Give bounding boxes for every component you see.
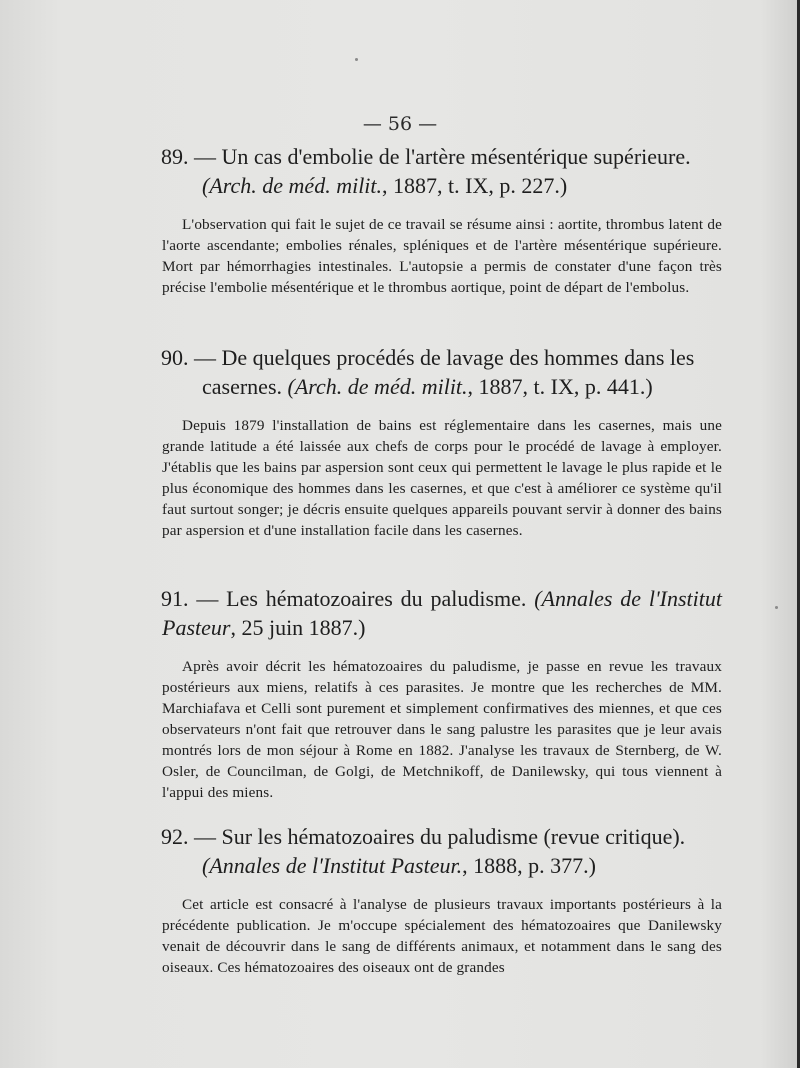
entry-reference [162, 372, 722, 401]
journal-name: (Annales de l'Institut Pasteur [162, 586, 722, 640]
entry-title [162, 142, 722, 200]
entry-90 [162, 343, 722, 556]
entry-title-text: Un cas d'embolie de l'artère mésentérique supérieure. [221, 144, 691, 169]
journal-name: (Arch. de méd. milit. [202, 173, 383, 198]
citation-details: , 1888, p. 377.) [462, 853, 596, 878]
journal-name: (Arch. de méd. milit. [287, 374, 468, 399]
entry-summary: Après avoir décrit les hématozoaires du paludisme, je passe en revue les travaux postérieurs aux miens, relatifs à ces parasites. Je montre que les recherches de MM. Marchiafava et Celli sont purement et simplement confirmatives des miennes, et que ces observateurs n'ont fait que retrouver dans le sang palustre les parasites que je leur avais montrés lors de mon séjour à Rome en 1882. J'analyse les travaux de Sternberg, de W. Osler, de Councilman, de Golgi, de Metchnikoff, de Danilewsky, qui tous viennent à l'appui des miens. [162, 658, 722, 801]
scan-speck [355, 58, 358, 61]
entry-number: 90. — [161, 345, 216, 370]
page-number: — 56 — [362, 113, 438, 135]
entry-91 [162, 584, 722, 818]
entry-title-text: Les hématozoaires du paludisme. [226, 586, 527, 611]
entry-89 [162, 142, 722, 313]
entry-number: 92. — [161, 824, 216, 849]
entry-reference [162, 851, 722, 880]
entry-title [162, 584, 722, 642]
entry-number: 89. — [161, 144, 216, 169]
entry-title [162, 822, 722, 880]
entry-summary: Depuis 1879 l'installation de bains est réglementaire dans les casernes, mais une grande latitude a été laissée aux chefs de corps pour le procédé de lavage à employer. J'établis que les bains par aspersion sont ceux qui permettent le lavage le plus rapide et le plus économique des hommes dans les casernes, et que c'est à améliorer ce système qu'il faut surtout songer; je décris ensuite quelques appareils pouvant servir à donner des bains par aspersion et d'une installation facile dans les casernes. [162, 417, 722, 539]
entry-title [162, 343, 722, 401]
entry-title-text: Sur les hématozoaires du paludisme (revue critique). [221, 824, 686, 849]
entry-title-continuation: casernes. [202, 374, 288, 399]
citation-details: , 1887, t. IX, p. 227.) [382, 173, 568, 198]
entry-92 [162, 822, 722, 993]
citation-details: , 25 juin 1887.) [230, 615, 366, 640]
entry-summary: Cet article est consacré à l'analyse de plusieurs travaux importants postérieurs à la précédente publication. Je m'occupe spécialement des hématozoaires que Danilewsky venait de découvrir dans le sang de différents animaux, et notamment dans le sang des oiseaux. Ces hématozoaires des oiseaux ont de grandes [162, 896, 722, 976]
entry-number: 91. — [161, 586, 219, 611]
scan-speck [775, 606, 778, 609]
citation-details: , 1887, t. IX, p. 441.) [467, 374, 653, 399]
journal-name: (Annales de l'Institut Pasteur. [202, 853, 463, 878]
entry-reference [162, 171, 722, 200]
entry-summary: L'observation qui fait le sujet de ce travail se résume ainsi : aortite, thrombus latent de l'aorte ascendante; embolies rénales, spléniques et de l'artère mésentérique supérieure. Mort par hémorrhagies intestinales. L'autopsie a permis de constater d'une façon très précise l'embolie mésentérique et le thrombus aortique, point de départ de l'embolus. [162, 216, 722, 296]
entry-title-text: De quelques procédés de lavage des hommes dans les [221, 345, 695, 370]
